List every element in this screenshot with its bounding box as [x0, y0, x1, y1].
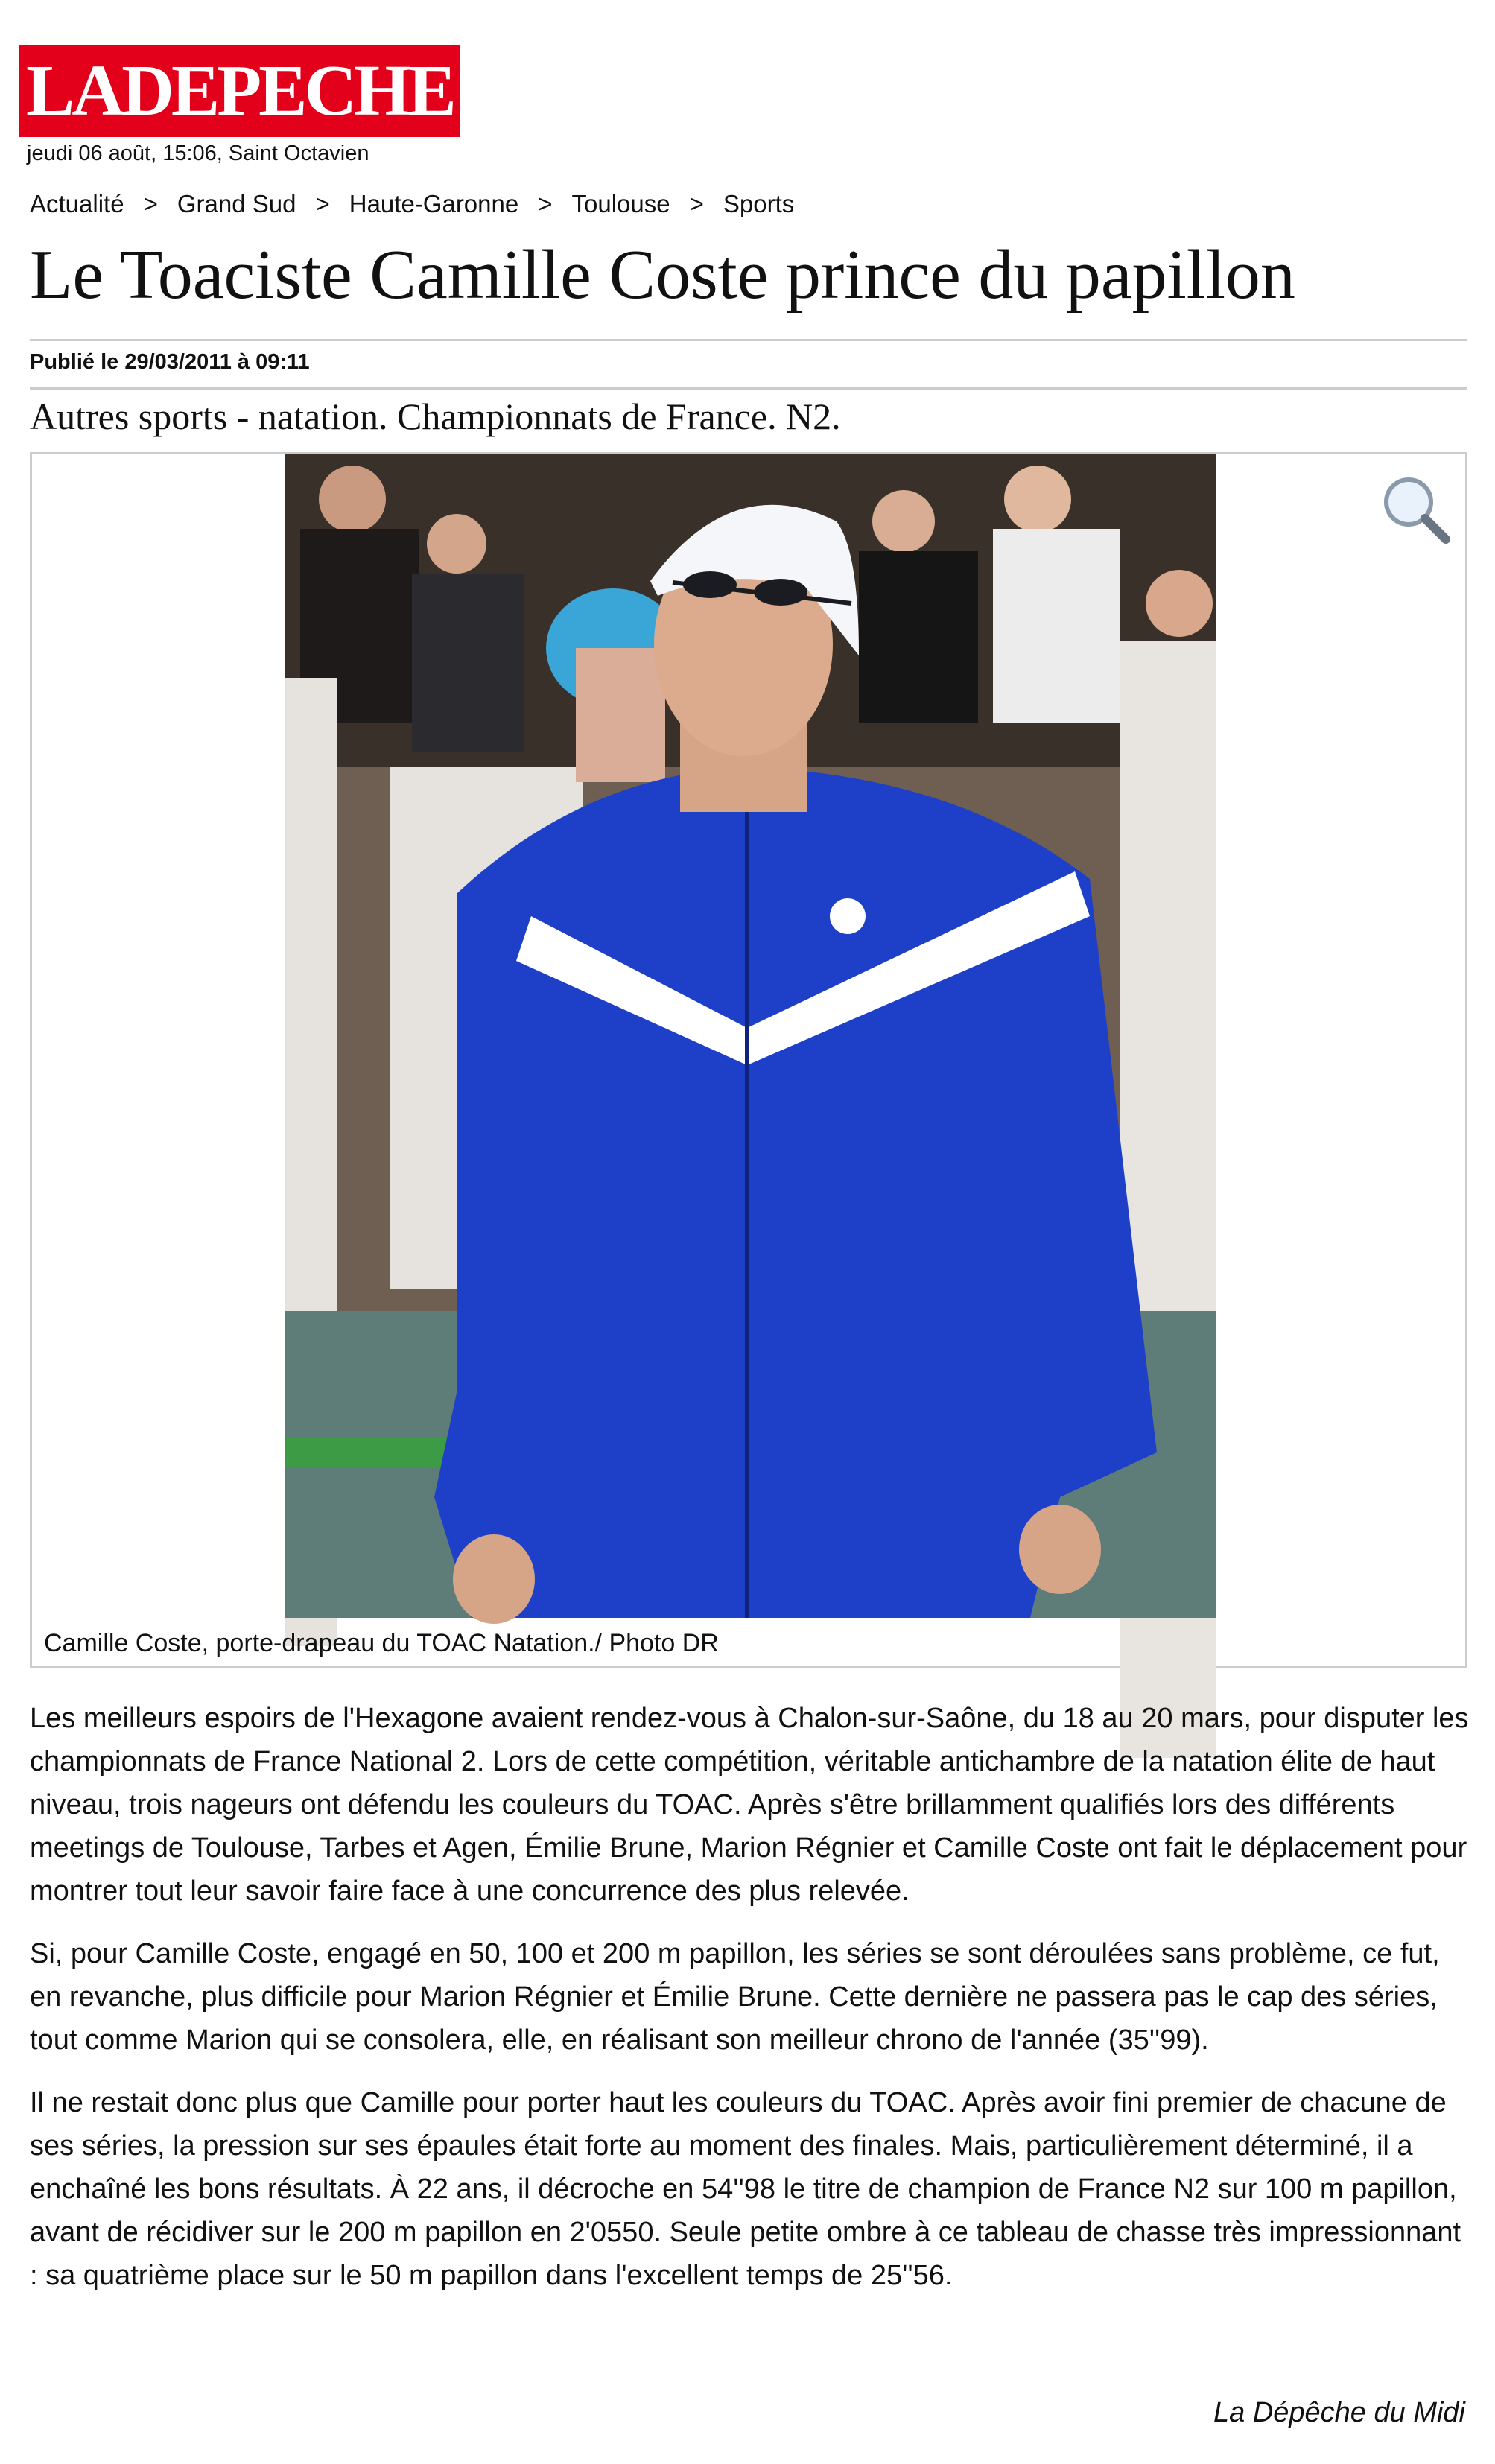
breadcrumb-separator: > [538, 190, 553, 217]
logo-dot: . [457, 62, 469, 119]
article-headline: Le Toaciste Camille Coste prince du papillon [30, 236, 1295, 314]
breadcrumb-item-actualite[interactable]: Actualité [30, 190, 124, 217]
divider [30, 387, 1467, 390]
article-paragraph: Les meilleurs espoirs de l'Hexagone avaient rendez-vous à Chalon-sur-Saône, du 18 au 20 mars, pour disputer les championnats de France National 2. Lors de cette compétition, véritable antichambre de la natation élite de haut niveau, trois nageurs ont défendu les couleurs du TOAC. Après s'être brillamment qualifiés lors des différents meetings de Toulouse, Tarbes et Agen, Émilie Brune, Marion Régnier et Camille Coste ont fait le déplacement pour montrer tout leur savoir faire face à une concurrence des plus relevée. [30, 1703, 1469, 1907]
article-source: La Dépêche du Midi [1213, 2397, 1465, 2428]
magnifier-icon[interactable] [1379, 472, 1453, 547]
article-body [30, 1697, 1471, 2317]
article-paragraph: Si, pour Camille Coste, engagé en 50, 100 et 200 m papillon, les séries se sont déroulées sans problème, ce fut, en revanche, plus difficile pour Marion Régnier et Émilie Brune. Cette dernière ne passera pas le cap des séries, tout comme Marion qui se consolera, elle, en réalisant son meilleur chrono de l'année (35''99). [30, 1938, 1440, 2056]
article-photo[interactable] [285, 454, 1216, 1618]
photo-frame [30, 452, 1467, 1668]
photo-caption: Camille Coste, porte-drapeau du TOAC Natation./ Photo DR [44, 1629, 719, 1657]
article-paragraph: Il ne restait donc plus que Camille pour porter haut les couleurs du TOAC. Après avoir fini premier de chacune de ses séries, la pression sur ses épaules était forte au moment des finales. Mais, particulièrement déterminé, il a enchaîné les bons résultats. À 22 ans, il décroche en 54''98 le titre de champion de France N2 sur 100 m papillon, avant de récidiver sur le 200 m papillon en 2'0550. Seule petite ombre à ce tableau de chasse très impressionnant : sa quatrième place sur le 50 m papillon dans l'excellent temps de 25''56. [30, 2087, 1461, 2291]
breadcrumb [30, 190, 794, 218]
breadcrumb-separator: > [143, 190, 158, 217]
divider [30, 339, 1467, 341]
swimmer-illustration [285, 454, 1216, 1618]
logo-main: LADEPECHE [26, 51, 454, 131]
article-subtitle: Autres sports - natation. Championnats de France. N2. [30, 396, 841, 437]
logo-suffix: fr [472, 53, 518, 129]
breadcrumb-item-grand-sud[interactable]: Grand Sud [177, 190, 296, 217]
breadcrumb-item-haute-garonne[interactable]: Haute-Garonne [349, 190, 519, 217]
site-logo[interactable] [19, 45, 518, 137]
breadcrumb-separator: > [315, 190, 330, 217]
dateline: jeudi 06 août, 15:06, Saint Octavien [27, 142, 369, 165]
breadcrumb-separator: > [689, 190, 704, 217]
publication-date: Publié le 29/03/2011 à 09:11 [30, 350, 310, 374]
breadcrumb-item-sports[interactable]: Sports [723, 190, 795, 217]
breadcrumb-item-toulouse[interactable]: Toulouse [571, 190, 670, 217]
